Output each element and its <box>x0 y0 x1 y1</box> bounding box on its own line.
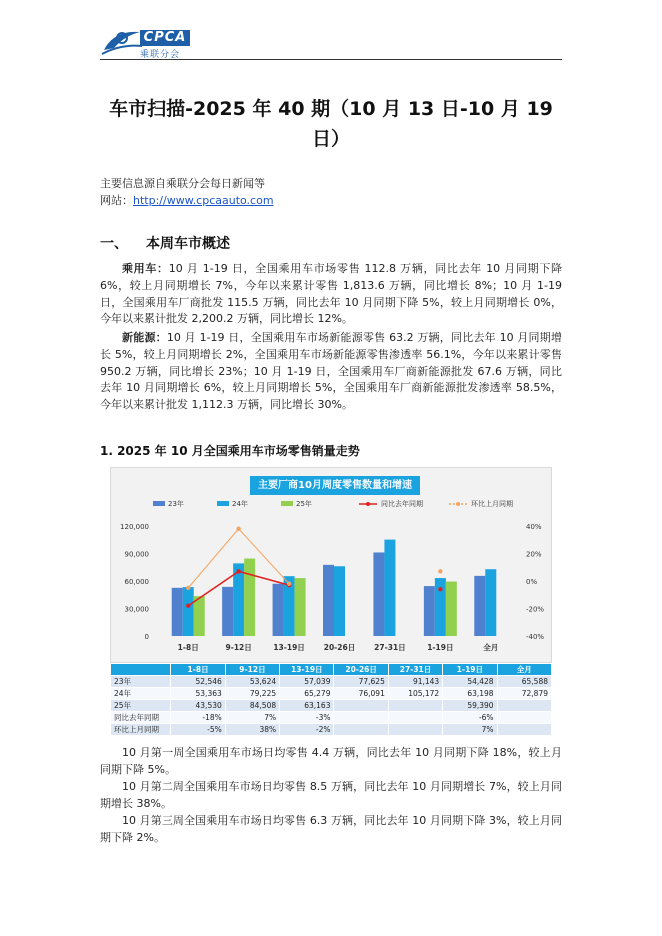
table-row <box>111 688 552 700</box>
nev-label: 新能源： <box>122 331 167 344</box>
chart-svg <box>111 468 553 664</box>
bar-23年 <box>323 565 334 636</box>
table-header-cell: 1-8日 <box>171 664 225 676</box>
table-cell: 57,039 <box>280 676 334 688</box>
retail-chart <box>110 467 552 663</box>
bar-25年 <box>244 559 255 636</box>
table-header-cell: 全月 <box>497 664 551 676</box>
line-point-同比去年同期 <box>186 604 190 608</box>
table-cell <box>388 724 442 736</box>
legend-marker <box>366 502 370 506</box>
y2-tick-label: 20% <box>526 550 542 559</box>
table-header-cell <box>111 664 171 676</box>
bar-25年 <box>295 578 306 636</box>
bar-24年 <box>334 566 345 636</box>
table-cell: -18% <box>171 712 225 724</box>
table-cell: -2% <box>280 724 334 736</box>
table-cell: 7% <box>443 724 497 736</box>
line-point-同比去年同期 <box>236 569 240 573</box>
line-segment-环比上月同期 <box>188 529 238 588</box>
table-cell: 24年 <box>111 688 171 700</box>
website-line <box>100 192 274 209</box>
table-row <box>111 712 552 724</box>
table-cell: 105,172 <box>388 688 442 700</box>
legend-swatch <box>153 501 165 506</box>
passenger-text: 10 月 1-19 日，全国乘用车市场零售 112.8 万辆，同比去年 10 月同期下降 6%，较上月同期增长 7%，今年以来累计零售 1,813.6 万辆，同比增长 8%；10 月 1-19 日，全国乘用车厂商批发 115.5 万辆，同比去年 10 月同期下降 5%，较上月同期增长 0%，今年以来累计批发 2,200.2 万辆，同比增长 12%。 <box>100 262 562 326</box>
table-cell: 72,879 <box>497 688 551 700</box>
table-cell: 76,091 <box>334 688 388 700</box>
section-heading <box>100 234 230 254</box>
x-tick-label: 27-31日 <box>374 643 406 652</box>
page-title: 车市扫描-2025 年 40 期（10 月 13 日-10 月 19 日） <box>109 98 553 150</box>
table-cell: 77,625 <box>334 676 388 688</box>
y-tick-label: 90,000 <box>124 550 149 559</box>
passenger-label: 乘用车： <box>122 262 169 275</box>
table-cell: 59,390 <box>443 700 497 712</box>
table-header-cell: 9-12日 <box>225 664 279 676</box>
table-cell: 53,624 <box>225 676 279 688</box>
table-header-cell: 27-31日 <box>388 664 442 676</box>
table-cell: 84,508 <box>225 700 279 712</box>
table-cell: 43,530 <box>171 700 225 712</box>
nev-paragraph <box>100 330 562 414</box>
bar-23年 <box>273 584 284 636</box>
logo-subtitle: 乘联分会 <box>140 50 181 60</box>
y-tick-label: 0 <box>144 633 149 641</box>
subsection-heading: 1. 2025 年 10 月全国乘用车市场零售销量走势 <box>100 444 360 458</box>
website-link[interactable]: http://www.cpcaauto.com <box>133 194 274 207</box>
y2-tick-label: 0% <box>526 578 538 586</box>
table-cell: 38% <box>225 724 279 736</box>
line-point-环比上月同期 <box>287 582 291 586</box>
table-cell: 79,225 <box>225 688 279 700</box>
table-cell: 环比上月同期 <box>111 724 171 736</box>
table-cell: -5% <box>171 724 225 736</box>
legend-swatch <box>217 501 229 506</box>
bar-23年 <box>424 586 435 636</box>
section-number: 一、 <box>100 236 128 252</box>
table-cell: -3% <box>280 712 334 724</box>
y-tick-label: 60,000 <box>124 578 149 586</box>
table-cell: 25年 <box>111 700 171 712</box>
x-tick-label: 20-26日 <box>323 643 356 652</box>
logo-text: CPCA <box>140 30 190 46</box>
line-point-环比上月同期 <box>236 527 240 531</box>
table-cell <box>388 700 442 712</box>
table-cell <box>334 724 388 736</box>
table-cell: 52,546 <box>171 676 225 688</box>
table-cell <box>334 712 388 724</box>
data-table <box>110 663 552 736</box>
car-swoosh-icon <box>100 24 144 58</box>
legend-label: 环比上月同期 <box>471 500 513 508</box>
y2-tick-label: -40% <box>526 633 545 641</box>
week3-paragraph: 10 月第三周全国乘用车市场日均零售 6.3 万辆，同比去年 10 月同期下降 3%，较上月同期下降 2%。 <box>100 814 562 844</box>
chart-title: 主要厂商10月周度零售数量和增速 <box>250 476 420 495</box>
table-cell: 53,363 <box>171 688 225 700</box>
table-cell <box>497 700 551 712</box>
table-row <box>111 724 552 736</box>
y2-tick-label: -20% <box>526 605 545 614</box>
y2-tick-label: 40% <box>526 523 542 531</box>
table-header-cell: 1-19日 <box>443 664 497 676</box>
table-cell: 65,588 <box>497 676 551 688</box>
source-info <box>100 175 274 209</box>
bar-24年 <box>183 587 194 636</box>
source-line: 主要信息源自乘联分会每日新闻等 <box>100 177 265 190</box>
x-tick-label: 13-19日 <box>273 643 305 652</box>
line-point-同比去年同期 <box>438 587 442 591</box>
table-cell: 54,428 <box>443 676 497 688</box>
legend-label: 同比去年同期 <box>381 500 423 508</box>
table-cell <box>334 700 388 712</box>
bar-23年 <box>172 588 183 636</box>
table-cell: 91,143 <box>388 676 442 688</box>
y-tick-label: 120,000 <box>120 523 149 531</box>
table-cell: 7% <box>225 712 279 724</box>
table-cell: 63,163 <box>280 700 334 712</box>
bar-23年 <box>474 576 485 636</box>
section-title: 本周车市概述 <box>146 236 230 252</box>
table-row <box>111 700 552 712</box>
legend-label: 24年 <box>232 500 248 508</box>
line-point-环比上月同期 <box>186 586 190 590</box>
bar-25年 <box>446 582 457 636</box>
table-cell: 同比去年同期 <box>111 712 171 724</box>
week1-paragraph: 10 月第一周全国乘用车市场日均零售 4.4 万辆，同比去年 10 月同期下降 18%，较上月同期下降 5%。 <box>100 746 562 776</box>
legend-label: 23年 <box>168 500 184 508</box>
table-row <box>111 676 552 688</box>
cpca-logo <box>100 24 196 58</box>
x-tick-label: 1-8日 <box>177 643 199 652</box>
bar-24年 <box>435 578 446 636</box>
x-tick-label: 1-19日 <box>427 643 454 652</box>
website-label: 网站： <box>100 194 133 207</box>
bar-25年 <box>194 596 205 636</box>
legend-marker <box>456 502 460 506</box>
table-cell <box>497 724 551 736</box>
table-cell <box>388 712 442 724</box>
passenger-paragraph <box>100 261 562 328</box>
y-tick-label: 30,000 <box>124 605 149 614</box>
table-cell: 63,198 <box>443 688 497 700</box>
x-tick-label: 全月 <box>483 643 499 652</box>
line-point-环比上月同期 <box>438 569 442 573</box>
table-cell: 23年 <box>111 676 171 688</box>
table-cell: -6% <box>443 712 497 724</box>
legend-swatch <box>281 501 293 506</box>
bar-23年 <box>222 587 233 636</box>
bar-23年 <box>373 552 384 636</box>
week2-paragraph: 10 月第二周全国乘用车市场日均零售 8.5 万辆，同比去年 10 月同期增长 7%，较上月同期增长 38%。 <box>100 780 562 810</box>
bar-24年 <box>384 540 395 636</box>
table-cell <box>497 712 551 724</box>
table-header-cell: 13-19日 <box>280 664 334 676</box>
page-header <box>100 22 562 60</box>
legend-label: 25年 <box>296 500 312 508</box>
nev-text: 10 月 1-19 日，全国乘用车市场新能源零售 63.2 万辆，同比去年 10 月同期增长 5%，较上月同期增长 2%，全国乘用车市场新能源零售渗透率 56.1%，今年以来累计零售 950.2 万辆，同比增长 23%；10 月 1-19 日，全国乘用车厂商新能源批发 67.6 万辆，同比去年 10 月同期增长 6%，较上月同期增长 5%，全国乘用车厂商新能源批发渗透率 58.5%，今年以来累计批发 1,112.3 万辆，同比增长 30%。 <box>100 331 562 412</box>
table-header-cell: 20-26日 <box>334 664 388 676</box>
bar-24年 <box>485 569 496 636</box>
table-cell: 65,279 <box>280 688 334 700</box>
x-tick-label: 9-12日 <box>225 643 252 652</box>
